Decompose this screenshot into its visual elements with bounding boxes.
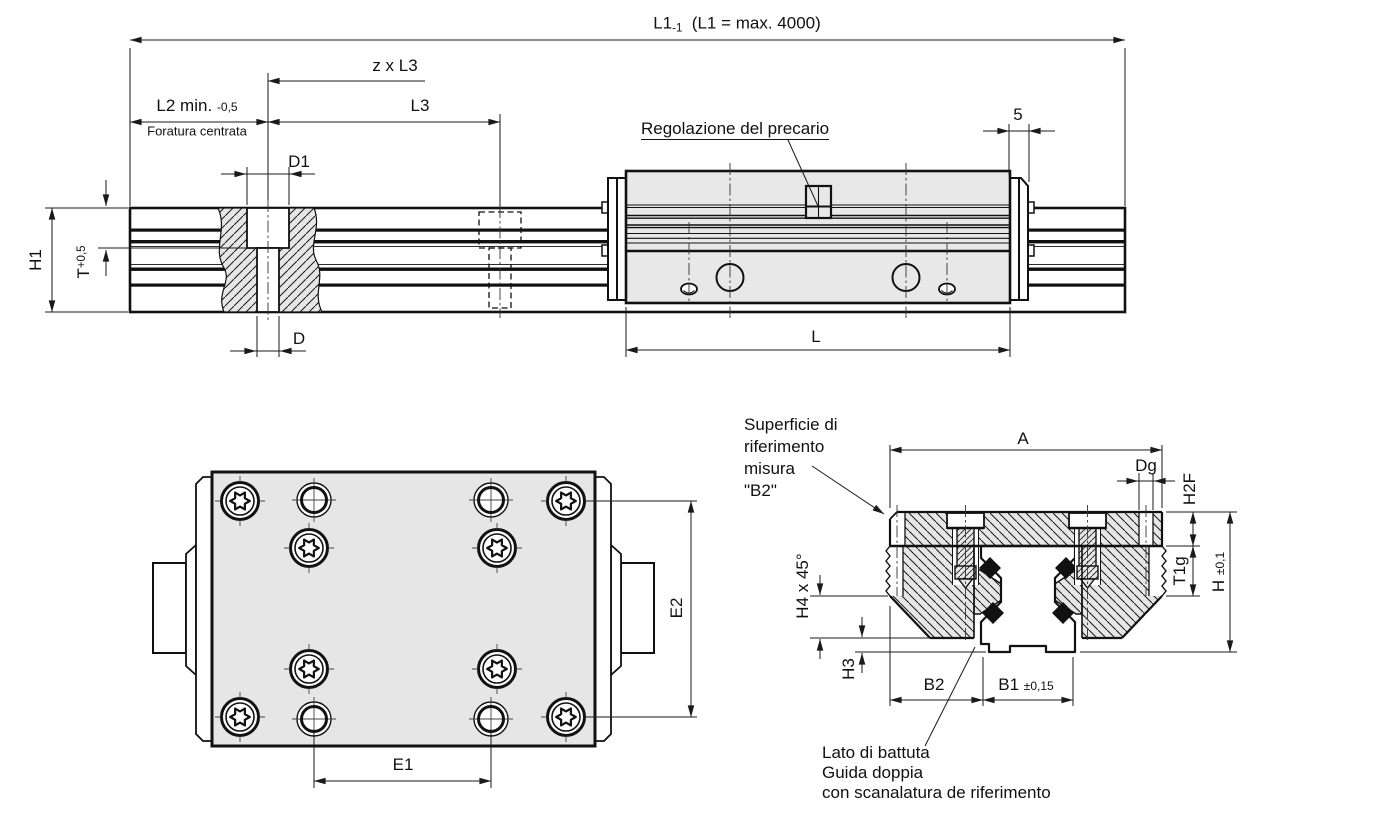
callout-preload: [641, 119, 829, 139]
dim-label-h3: H3: [839, 658, 858, 680]
callout-edge-line1: Lato di battuta: [822, 743, 930, 762]
dim-l1-tol: -1: [672, 22, 683, 35]
dim-label-d1: D1: [288, 152, 310, 171]
dim-l2-tol: -0,5: [216, 100, 238, 114]
rail-stub-right: [621, 563, 654, 653]
carriage-plan-body: [212, 472, 595, 746]
dim-label-h4: H4 x 45°: [793, 553, 812, 619]
dim-label-dg: Dg: [1135, 456, 1157, 475]
plan-view: [153, 472, 654, 746]
callout-edge-line3: con scanalatura de riferimento: [822, 783, 1051, 802]
side-view-rail-cutaway: [218, 208, 322, 312]
callout-reference-line1: Superficie di: [744, 415, 838, 434]
dim-label-t: [74, 245, 94, 278]
dim-label-l: L: [811, 327, 821, 346]
dim-label-h2f: H2F: [1180, 472, 1199, 506]
dim-label-l1: [653, 14, 821, 35]
dim-label-l3: L3: [410, 96, 430, 115]
dim-label-l2-note: Foratura centrata: [147, 123, 247, 139]
dim-l2-main: L2 min.: [156, 96, 213, 115]
preload-adjustment-block: [806, 186, 831, 218]
dim-label-b2: B2: [923, 675, 945, 694]
dim-label-b1: [998, 675, 1053, 695]
dim-t-main: T: [74, 268, 93, 279]
callout-datum-edge: [822, 743, 1051, 803]
dim-h-main: H: [1209, 579, 1228, 593]
dim-label-5: 5: [1013, 105, 1023, 124]
dim-label-t1g: T1g: [1170, 556, 1189, 586]
dim-b1-main: B1: [998, 675, 1020, 694]
dim-label-l2: [156, 96, 237, 116]
dim-b1-tol: ±0,15: [1023, 679, 1054, 693]
dim-l1-main: L1: [653, 13, 673, 33]
dim-label-e2: E2: [667, 597, 686, 619]
dim-label-d: D: [292, 329, 306, 348]
callout-edge-line2: Guida doppia: [822, 763, 924, 782]
dim-label-e1: E1: [392, 755, 414, 774]
dim-t-tol: +0,5: [76, 245, 88, 269]
dim-label-h: [1209, 552, 1229, 592]
callout-reference-line2: riferimento: [744, 437, 825, 456]
callout-reference-line4: "B2": [744, 481, 777, 500]
callout-reference-line3: misura: [744, 459, 796, 478]
dim-label-a: A: [1017, 429, 1029, 448]
callout-preload-text: Regolazione del precario: [641, 119, 830, 138]
callout-reference-surface: [744, 414, 838, 502]
dim-label-h1: H1: [26, 249, 45, 271]
dim-h-tol: ±0,1: [1213, 551, 1227, 576]
cross-section: [886, 505, 1166, 652]
side-view-carriage: [602, 171, 1034, 303]
dim-label-zxl3: z x L3: [372, 56, 418, 75]
dim-l1-note: (L1 = max. 4000): [691, 13, 821, 33]
rail-stub-left: [153, 563, 186, 653]
